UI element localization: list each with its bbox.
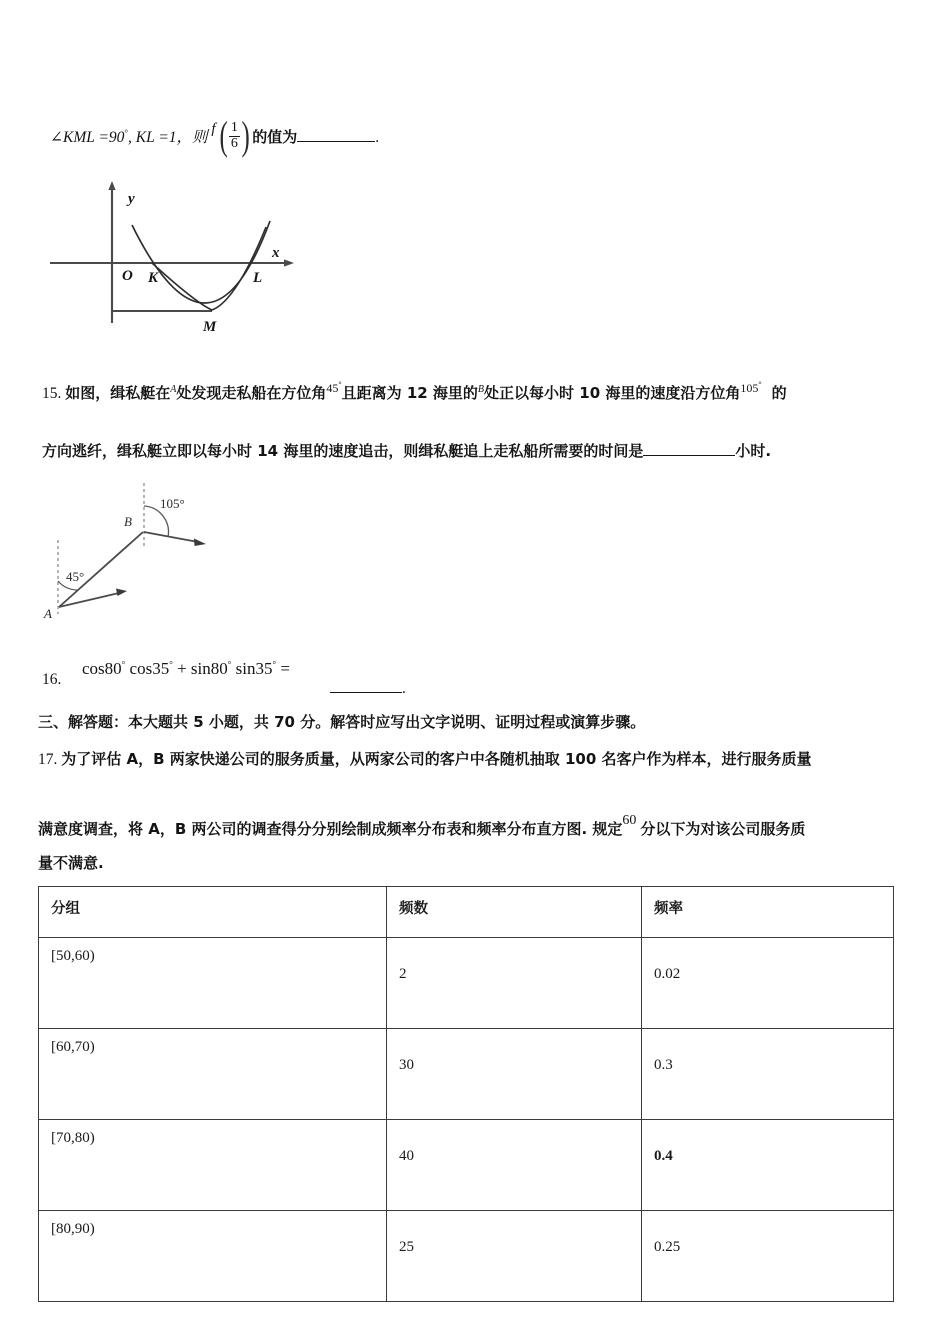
q17-line2-text-a: 满意度调查，将 A，B 两公司的调查得分分别绘制成频率分布表和频率分布直方图. 规定 (38, 820, 623, 839)
q15-degree-symbol-1: ° (338, 380, 342, 389)
q15-line-2 (42, 440, 771, 460)
point-k-label: K (148, 270, 159, 286)
table-row (39, 1120, 894, 1211)
q14-continuation-line (50, 113, 380, 158)
q17-line1-text: 为了评估 A，B 两家快递公司的服务质量，从两家公司的客户中各随机抽取 100 名客户作为样本，进行服务质量 (61, 750, 812, 768)
q15-degree-symbol-2: ° (758, 380, 762, 389)
column-header-group: 分组 (39, 887, 387, 938)
q17-score-threshold: 60 (622, 813, 637, 828)
q16-angle-35-a: 35 (152, 659, 170, 678)
column-header-count: 频数 (387, 887, 642, 938)
q15-number: 15. (42, 385, 62, 403)
q16-angle-80-a: 80 (104, 659, 122, 678)
point-l-label: L (253, 270, 263, 286)
q16-sin-2: sin (235, 659, 256, 678)
q16-answer-blank[interactable] (330, 678, 402, 693)
left-paren-glyph: ( (219, 113, 228, 158)
q16-equals: = (280, 659, 290, 678)
q15-text-4: 处正以每小时 10 海里的速度沿方位角 (484, 384, 741, 403)
q16-angle-80-b: 80 (210, 659, 228, 678)
q15-line2-text-b: 小时. (735, 442, 772, 460)
q15-answer-blank[interactable] (643, 440, 735, 456)
q17-line-2 (38, 813, 806, 839)
point-m-label: M (203, 319, 217, 335)
q14-answer-blank[interactable] (297, 127, 375, 142)
cell-group: [50,60) (39, 938, 387, 1029)
right-paren-glyph: ) (241, 113, 250, 158)
q17-number: 17. (38, 751, 58, 768)
cell-group: [60,70) (39, 1029, 387, 1120)
parabola-graph-svg (40, 175, 320, 350)
q16-answer-row (330, 678, 406, 697)
q16-cos-2: cos (129, 659, 153, 678)
ray-from-b (144, 532, 198, 542)
angle-a-label: 45° (66, 569, 85, 584)
cell-count: 25 (387, 1211, 642, 1302)
x-axis-label: x (272, 245, 280, 261)
table-row (39, 1029, 894, 1120)
fraction-numerator: 1 (230, 120, 238, 136)
q16-angle-35-b: 35 (255, 659, 273, 678)
q14-period: . (375, 128, 380, 146)
q15-line2-text-a: 方向逃纤，缉私艇立即以每小时 14 海里的速度追击，则缉私艇追上走私船所需要的时间是 (42, 442, 644, 460)
cell-frequency: 0.25 (642, 1211, 894, 1302)
ray-a-arrowhead (116, 589, 127, 597)
x-axis-arrowhead (284, 259, 294, 266)
q17-line2-text-b: 分以下为对该公司服务质 (640, 820, 806, 839)
cell-frequency: 0.3 (642, 1029, 894, 1120)
fraction-denominator: 6 (230, 135, 238, 151)
q15-bearing-figure (40, 480, 290, 635)
bearing-diagram-svg (40, 480, 290, 630)
q16-deg-4: ° (272, 659, 277, 670)
q15-text-5: 的 (771, 384, 787, 403)
q16-period: . (402, 680, 406, 697)
q16-sin-1: sin (190, 659, 211, 678)
q16-cos-1: cos (82, 659, 105, 678)
y-axis-arrowhead (108, 181, 115, 190)
q14-degree-symbol-1: ° (124, 127, 129, 138)
q15-line-1 (42, 382, 787, 402)
cell-frequency: 0.02 (642, 938, 894, 1029)
q16-expression (82, 660, 290, 677)
q14-suffix-text: 的值为 (252, 127, 298, 146)
q15-var-a: A (170, 384, 177, 395)
q16-plus: + (177, 659, 187, 678)
table-row (39, 1211, 894, 1302)
q17-line-1 (38, 752, 812, 768)
cell-group: [70,80) (39, 1120, 387, 1211)
section-3-heading: 三、解答题：本大题共 5 小题，共 70 分。解答时应写出文字说明、证明过程或演算步骤。 (38, 713, 646, 731)
q15-text-1: 如图，缉私艇在 (65, 384, 171, 403)
frequency-distribution-table (38, 886, 894, 1302)
q14-angle-condition: ∠KML =90 (50, 128, 125, 146)
q17-line-3: 量不满意. (38, 854, 104, 872)
cell-group: [80,90) (39, 1211, 387, 1302)
q14-function-call (211, 113, 252, 158)
q15-text-3: 且距离为 12 海里的 (341, 384, 478, 403)
q16-deg-2: ° (169, 659, 173, 670)
point-b-label: B (124, 514, 132, 529)
table-header-row (39, 887, 894, 938)
q15-angle-105: 105 (740, 381, 759, 395)
q15-var-b: B (477, 384, 485, 395)
ray-b-arrowhead (194, 539, 206, 547)
cell-frequency: 0.4 (642, 1120, 894, 1211)
q14-function-name: f (211, 121, 216, 137)
q15-text-2: 处发现走私船在方位角 (176, 384, 327, 403)
q16-deg-3: ° (227, 659, 232, 670)
cell-count: 2 (387, 938, 642, 1029)
cell-count: 30 (387, 1029, 642, 1120)
q14-fraction (229, 121, 240, 151)
y-axis-label: y (128, 191, 135, 207)
cell-count: 40 (387, 1120, 642, 1211)
point-a-label: A (44, 606, 52, 621)
table-row (39, 938, 894, 1029)
q16-deg-1: ° (121, 659, 126, 670)
q16-number-wrap (42, 672, 61, 688)
q14-kl-condition: , KL =1，则 (128, 128, 208, 146)
origin-label: O (122, 268, 133, 284)
q15-angle-45: 45 (326, 381, 339, 395)
angle-b-label: 105° (160, 496, 185, 511)
q16-number: 16. (42, 671, 62, 688)
q14-parabola-figure (40, 175, 320, 355)
column-header-frequency: 频率 (642, 887, 894, 938)
